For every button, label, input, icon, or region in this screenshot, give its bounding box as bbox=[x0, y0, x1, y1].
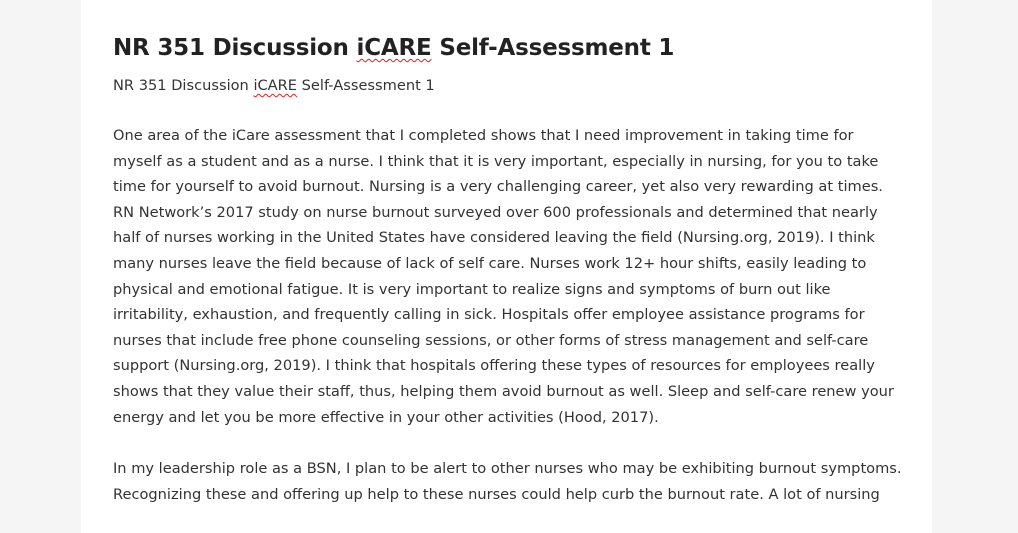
document-page bbox=[81, 0, 932, 533]
title-suffix: Self-Assessment 1 bbox=[431, 35, 675, 61]
body-paragraph-1: One area of the iCare assessment that I completed shows that I need improvement in taking time for myself as a student and as a nurse. I think that it is very important, especially in nursing, for you to take time for yourself to avoid burnout. Nursing is a very challenging career, yet also very rewarding at times. RN Network’s 2017 study on nurse burnout surveyed over 600 professionals and determined that nearly half of nurses working in the United States have considered leaving the field (Nursing.org, 2019). I think many nurses leave the field because of lack of self care. Nurses work 12+ hour shifts, easily leading to physical and emotional fatigue. It is very important to realize signs and symptoms of burn out like irritability, exhaustion, and frequently calling in sick. Hospitals offer employee assistance programs for nurses that include free phone counseling sessions, or other forms of stress management and self-care support (Nursing.org, 2019). I think that hospitals offering these types of resources for employees really shows that they value their staff, thus, helping them avoid burnout as well. Sleep and self-care renew your energy and let you be more effective in your other activities (Hood, 2017). bbox=[113, 127, 894, 426]
subtitle-prefix: NR 351 Discussion bbox=[113, 77, 254, 94]
title-spellcheck-word: iCARE bbox=[356, 35, 432, 61]
title-prefix: NR 351 Discussion bbox=[113, 35, 357, 61]
subtitle-suffix: Self-Assessment 1 bbox=[297, 77, 435, 94]
body-paragraph-2: In my leadership role as a BSN, I plan to be alert to other nurses who may be exhibiting burnout symptoms. Recognizing these and offering up help to these nurses could help curb the burnout rate. A lot of nursing bbox=[113, 460, 902, 503]
subtitle-spellcheck-word: iCARE bbox=[253, 77, 298, 94]
document-content bbox=[113, 0, 903, 507]
page-title bbox=[113, 0, 903, 63]
subtitle bbox=[113, 76, 903, 96]
